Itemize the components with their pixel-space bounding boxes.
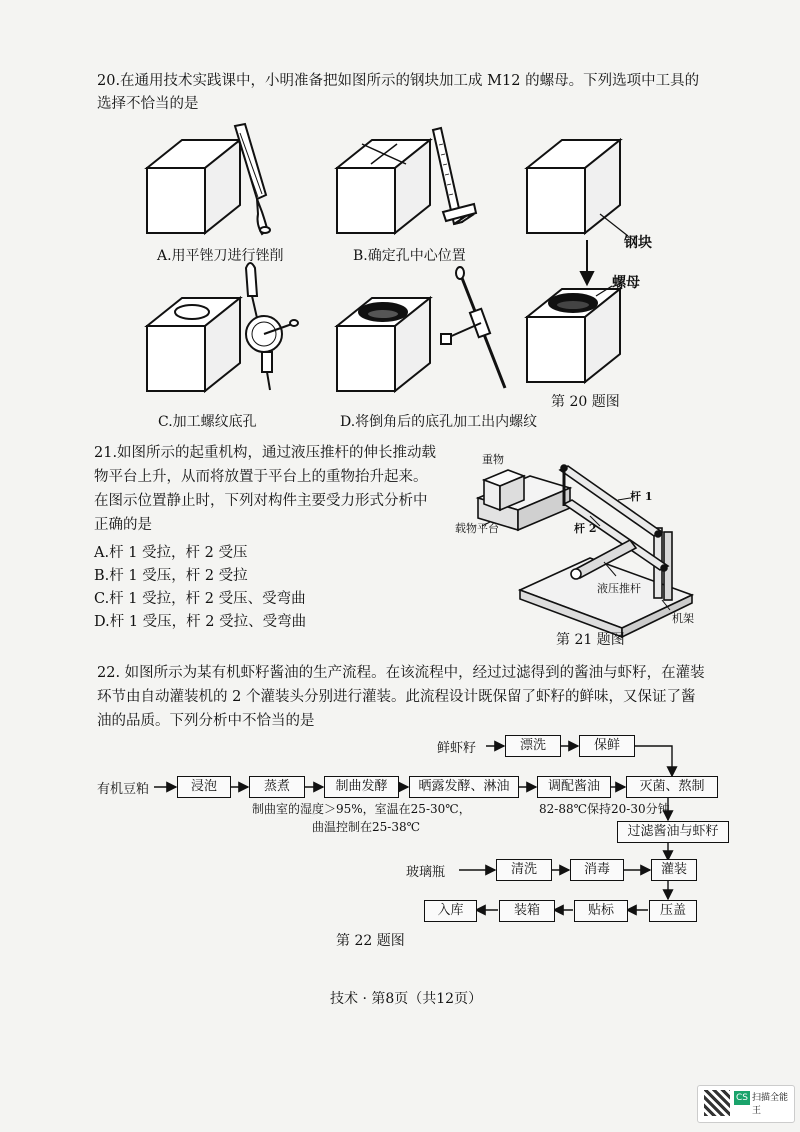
- flow-sun: 晒露发酵、淋油: [409, 776, 519, 798]
- flow-note-sterilize: 82-88℃保持20-30分钟: [539, 802, 670, 816]
- q20-figure-caption: 第 20 题图: [551, 394, 620, 410]
- scanner-logo-icon: CS: [736, 1093, 748, 1103]
- q21-option-b: B.杆 1 受压，杆 2 受拉: [94, 568, 248, 584]
- q21-option-a: A.杆 1 受拉，杆 2 受压: [94, 545, 248, 561]
- q21-figure-caption: 第 21 题图: [556, 632, 625, 648]
- flow-box: 装箱: [499, 900, 555, 922]
- q21-stem-line2: 物平台上升，从而将放置于平台上的重物抬升起来。: [94, 469, 428, 485]
- label-rod2: 杆 2: [574, 522, 597, 535]
- q21-stem-line1: 21.如图所示的起重机构，通过液压推杆的伸长推动载: [94, 445, 437, 461]
- flow-blend: 调配酱油: [537, 776, 611, 798]
- flow-sterilize: 灭菌、熬制: [626, 776, 718, 798]
- flow-store: 入库: [424, 900, 477, 922]
- label-frame: 机架: [672, 612, 694, 625]
- q21-stem-line4: 正确的是: [94, 517, 152, 533]
- label-steel-block: 钢块: [624, 235, 652, 251]
- label-weight: 重物: [482, 453, 504, 466]
- flow-note-koji-temp: 曲温控制在25-38℃: [312, 820, 421, 834]
- label-cylinder: 液压推杆: [597, 582, 641, 595]
- flow-label: 贴标: [574, 900, 628, 922]
- q20-option-a: A.用平锉刀进行锉削: [157, 248, 284, 264]
- flow-preserve: 保鲜: [579, 735, 635, 757]
- q22-stem-line3: 油的品质。下列分析中不恰当的是: [97, 713, 315, 729]
- q21-stem-line3: 在图示位置静止时，下列对构件主要受力形式分析中: [94, 493, 428, 509]
- flow-steam: 蒸煮: [249, 776, 305, 798]
- scanner-name: 扫描全能王: [752, 1093, 789, 1116]
- flow-rinse: 漂洗: [505, 735, 561, 757]
- q20-stem-line2: 选择不恰当的是: [97, 96, 199, 112]
- flow-input-glass: 玻璃瓶: [406, 865, 446, 880]
- flow-filter: 过滤酱油与虾籽: [617, 821, 729, 843]
- scanner-badge: [697, 1085, 795, 1123]
- flow-input-soy: 有机豆粕: [97, 782, 150, 797]
- q20-option-c: C.加工螺纹底孔: [158, 414, 257, 430]
- flow-fill: 灌装: [651, 859, 697, 881]
- q20-option-b: B.确定孔中心位置: [353, 248, 466, 264]
- q22-figure-caption: 第 22 题图: [336, 933, 405, 949]
- qr-code-icon: [704, 1090, 730, 1116]
- label-platform: 载物平台: [455, 522, 499, 535]
- q20-option-d: D.将倒角后的底孔加工出内螺纹: [340, 414, 538, 430]
- q21-option-c: C.杆 1 受拉，杆 2 受压、受弯曲: [94, 591, 306, 607]
- flow-clean: 清洗: [496, 859, 552, 881]
- q20-stem-line1: 20.在通用技术实践课中，小明准备把如图所示的钢块加工成 M12 的螺母。下列选项中工具的: [97, 73, 700, 89]
- label-rod1: 杆 1: [630, 490, 653, 503]
- q22-stem-line2: 环节由自动灌装机的 2 个灌装头分别进行灌装。此流程设计既保留了虾籽的鲜味，又保证了酱: [97, 689, 696, 705]
- page-footer: 技术 · 第8页（共12页）: [330, 991, 483, 1007]
- flow-input-shrimp: 鲜虾籽: [437, 741, 477, 756]
- flow-cap: 压盖: [649, 900, 697, 922]
- label-nut: 螺母: [612, 275, 640, 291]
- q22-stem-line1: 22. 如图所示为某有机虾籽酱油的生产流程。在该流程中，经过过滤得到的酱油与虾籽，在灌装: [97, 665, 705, 681]
- flow-note-koji-room: 制曲室的湿度＞95%，室温在25-30℃，: [252, 802, 471, 816]
- flow-disinfect: 消毒: [570, 859, 624, 881]
- flow-koji: 制曲发酵: [324, 776, 399, 798]
- q21-option-d: D.杆 1 受压，杆 2 受拉、受弯曲: [94, 614, 307, 630]
- flow-soak: 浸泡: [177, 776, 231, 798]
